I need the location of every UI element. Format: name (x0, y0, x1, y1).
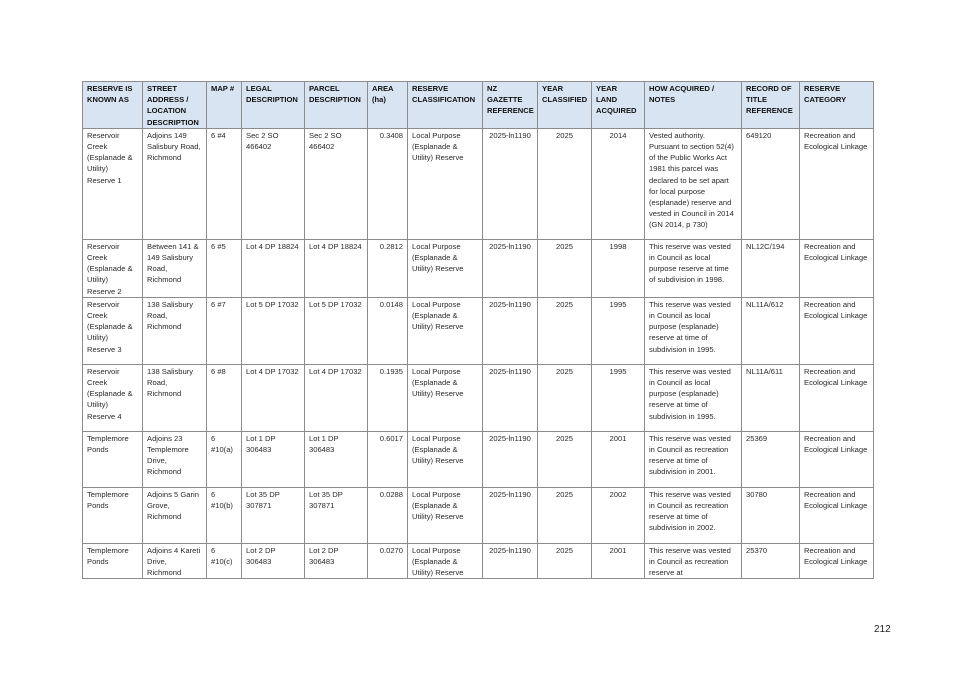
cell-classification: Local Purpose (Esplanade & Utility) Reserve (408, 128, 483, 239)
col-reserve-known-as: RESERVE IS KNOWN AS (83, 82, 143, 129)
cell-gazette-reference: 2025-ln1190 (483, 431, 538, 487)
page-number: 212 (874, 624, 891, 635)
cell-year-classified: 2025 (538, 364, 592, 431)
cell-gazette-reference: 2025-ln1190 (483, 487, 538, 543)
cell-title-reference: 25369 (742, 431, 800, 487)
cell-title-reference: 25370 (742, 543, 800, 579)
cell-year-acquired: 1995 (592, 364, 645, 431)
cell-gazette-reference: 2025-ln1190 (483, 297, 538, 364)
cell-title-reference: 649120 (742, 128, 800, 239)
cell-category: Recreation and Ecological Linkage (800, 239, 874, 297)
cell-category: Recreation and Ecological Linkage (800, 297, 874, 364)
cell-year-acquired: 2002 (592, 487, 645, 543)
cell-parcel-description: Lot 1 DP 306483 (305, 431, 368, 487)
cell-reserve-name: Templemore Ponds (83, 543, 143, 579)
cell-category: Recreation and Ecological Linkage (800, 364, 874, 431)
col-gazette-reference: NZ GAZETTE REFERENCE (483, 82, 538, 129)
table-row (83, 543, 874, 579)
cell-area: 0.0148 (368, 297, 408, 364)
cell-classification: Local Purpose (Esplanade & Utility) Reserve (408, 297, 483, 364)
cell-year-classified: 2025 (538, 543, 592, 579)
cell-title-reference: NL11A/612 (742, 297, 800, 364)
cell-street-address: Adjoins 149 Salisbury Road, Richmond (143, 128, 207, 239)
cell-parcel-description: Lot 35 DP 307871 (305, 487, 368, 543)
cell-year-acquired: 1995 (592, 297, 645, 364)
cell-street-address: Adjoins 4 Kareti Drive, Richmond (143, 543, 207, 579)
cell-reserve-name: Reservoir Creek (Esplanade & Utility) Reserve 1 (83, 128, 143, 239)
cell-notes: Vested authority. Pursuant to section 52(4) of the Public Works Act 1981 this parcel was declared to be set apart for local purpose (esplanade) reserve and vested in Council in 2014 (GN 2014, p 730) (645, 128, 742, 239)
col-area: AREA (ha) (368, 82, 408, 129)
cell-legal-description: Lot 4 DP 18824 (242, 239, 305, 297)
cell-year-acquired: 2001 (592, 543, 645, 579)
col-map: MAP # (207, 82, 242, 129)
cell-gazette-reference: 2025-ln1190 (483, 364, 538, 431)
cell-notes: This reserve was vested in Council as recreation reserve at (645, 543, 742, 579)
cell-category: Recreation and Ecological Linkage (800, 128, 874, 239)
cell-parcel-description: Lot 4 DP 18824 (305, 239, 368, 297)
table-row (83, 364, 874, 431)
cell-street-address: 138 Salisbury Road, Richmond (143, 364, 207, 431)
cell-map-number: 6 #4 (207, 128, 242, 239)
cell-classification: Local Purpose (Esplanade & Utility) Reserve (408, 543, 483, 579)
cell-category: Recreation and Ecological Linkage (800, 543, 874, 579)
cell-area: 0.3408 (368, 128, 408, 239)
col-street-address: STREET ADDRESS / LOCATION DESCRIPTION (143, 82, 207, 129)
cell-legal-description: Lot 1 DP 306483 (242, 431, 305, 487)
cell-gazette-reference: 2025-ln1190 (483, 543, 538, 579)
cell-reserve-name: Templemore Ponds (83, 487, 143, 543)
cell-legal-description: Lot 5 DP 17032 (242, 297, 305, 364)
cell-notes: This reserve was vested in Council as local purpose (esplanade) reserve at time of subdivision in 1995. (645, 297, 742, 364)
cell-parcel-description: Lot 5 DP 17032 (305, 297, 368, 364)
cell-reserve-name: Reservoir Creek (Esplanade & Utility) Reserve 3 (83, 297, 143, 364)
cell-area: 0.2812 (368, 239, 408, 297)
col-year-acquired: YEAR LAND ACQUIRED (592, 82, 645, 129)
cell-classification: Local Purpose (Esplanade & Utility) Reserve (408, 239, 483, 297)
cell-area: 0.0288 (368, 487, 408, 543)
col-reserve-classification: RESERVE CLASSIFICATION (408, 82, 483, 129)
col-legal-description: LEGAL DESCRIPTION (242, 82, 305, 129)
cell-category: Recreation and Ecological Linkage (800, 431, 874, 487)
cell-area: 0.0270 (368, 543, 408, 579)
cell-year-acquired: 1998 (592, 239, 645, 297)
cell-reserve-name: Reservoir Creek (Esplanade & Utility) Reserve 2 (83, 239, 143, 297)
cell-map-number: 6 #7 (207, 297, 242, 364)
cell-map-number: 6 #10(c) (207, 543, 242, 579)
table-row (83, 128, 874, 239)
cell-title-reference: 30780 (742, 487, 800, 543)
cell-year-acquired: 2014 (592, 128, 645, 239)
cell-notes: This reserve was vested in Council as recreation reserve at time of subdivision in 2001. (645, 431, 742, 487)
col-reserve-category: RESERVE CATEGORY (800, 82, 874, 129)
cell-street-address: Adjoins 23 Templemore Drive, Richmond (143, 431, 207, 487)
cell-title-reference: NL12C/194 (742, 239, 800, 297)
cell-parcel-description: Lot 2 DP 306483 (305, 543, 368, 579)
col-title-reference: RECORD OF TITLE REFERENCE (742, 82, 800, 129)
cell-year-classified: 2025 (538, 297, 592, 364)
cell-year-classified: 2025 (538, 239, 592, 297)
cell-parcel-description: Lot 4 DP 17032 (305, 364, 368, 431)
cell-notes: This reserve was vested in Council as recreation reserve at time of subdivision in 2002. (645, 487, 742, 543)
cell-area: 0.1935 (368, 364, 408, 431)
cell-notes: This reserve was vested in Council as local purpose reserve at time of subdivision in 1998. (645, 239, 742, 297)
col-year-classified: YEAR CLASSIFIED (538, 82, 592, 129)
cell-gazette-reference: 2025-ln1190 (483, 239, 538, 297)
reserves-table (82, 81, 874, 579)
cell-gazette-reference: 2025-ln1190 (483, 128, 538, 239)
cell-title-reference: NL11A/611 (742, 364, 800, 431)
cell-area: 0.6017 (368, 431, 408, 487)
cell-street-address: 138 Salisbury Road, Richmond (143, 297, 207, 364)
table-row (83, 239, 874, 297)
table-header-row (83, 82, 874, 129)
cell-map-number: 6 #8 (207, 364, 242, 431)
cell-category: Recreation and Ecological Linkage (800, 487, 874, 543)
cell-legal-description: Sec 2 SO 466402 (242, 128, 305, 239)
col-parcel-description: PARCEL DESCRIPTION (305, 82, 368, 129)
cell-parcel-description: Sec 2 SO 466402 (305, 128, 368, 239)
cell-legal-description: Lot 4 DP 17032 (242, 364, 305, 431)
cell-map-number: 6 #5 (207, 239, 242, 297)
cell-reserve-name: Templemore Ponds (83, 431, 143, 487)
cell-map-number: 6 #10(b) (207, 487, 242, 543)
cell-year-classified: 2025 (538, 431, 592, 487)
cell-classification: Local Purpose (Esplanade & Utility) Reserve (408, 364, 483, 431)
cell-year-acquired: 2001 (592, 431, 645, 487)
cell-legal-description: Lot 2 DP 306483 (242, 543, 305, 579)
cell-classification: Local Purpose (Esplanade & Utility) Reserve (408, 487, 483, 543)
cell-map-number: 6 #10(a) (207, 431, 242, 487)
table-row (83, 487, 874, 543)
table-row (83, 297, 874, 364)
cell-reserve-name: Reservoir Creek (Esplanade & Utility) Reserve 4 (83, 364, 143, 431)
cell-year-classified: 2025 (538, 487, 592, 543)
cell-year-classified: 2025 (538, 128, 592, 239)
table-row (83, 431, 874, 487)
cell-notes: This reserve was vested in Council as local purpose (esplanade) reserve at time of subdivision in 1995. (645, 364, 742, 431)
cell-legal-description: Lot 35 DP 307871 (242, 487, 305, 543)
cell-street-address: Adjoins 5 Garin Grove, Richmond (143, 487, 207, 543)
cell-street-address: Between 141 & 149 Salisbury Road, Richmond (143, 239, 207, 297)
col-how-acquired: HOW ACQUIRED / NOTES (645, 82, 742, 129)
cell-classification: Local Purpose (Esplanade & Utility) Reserve (408, 431, 483, 487)
